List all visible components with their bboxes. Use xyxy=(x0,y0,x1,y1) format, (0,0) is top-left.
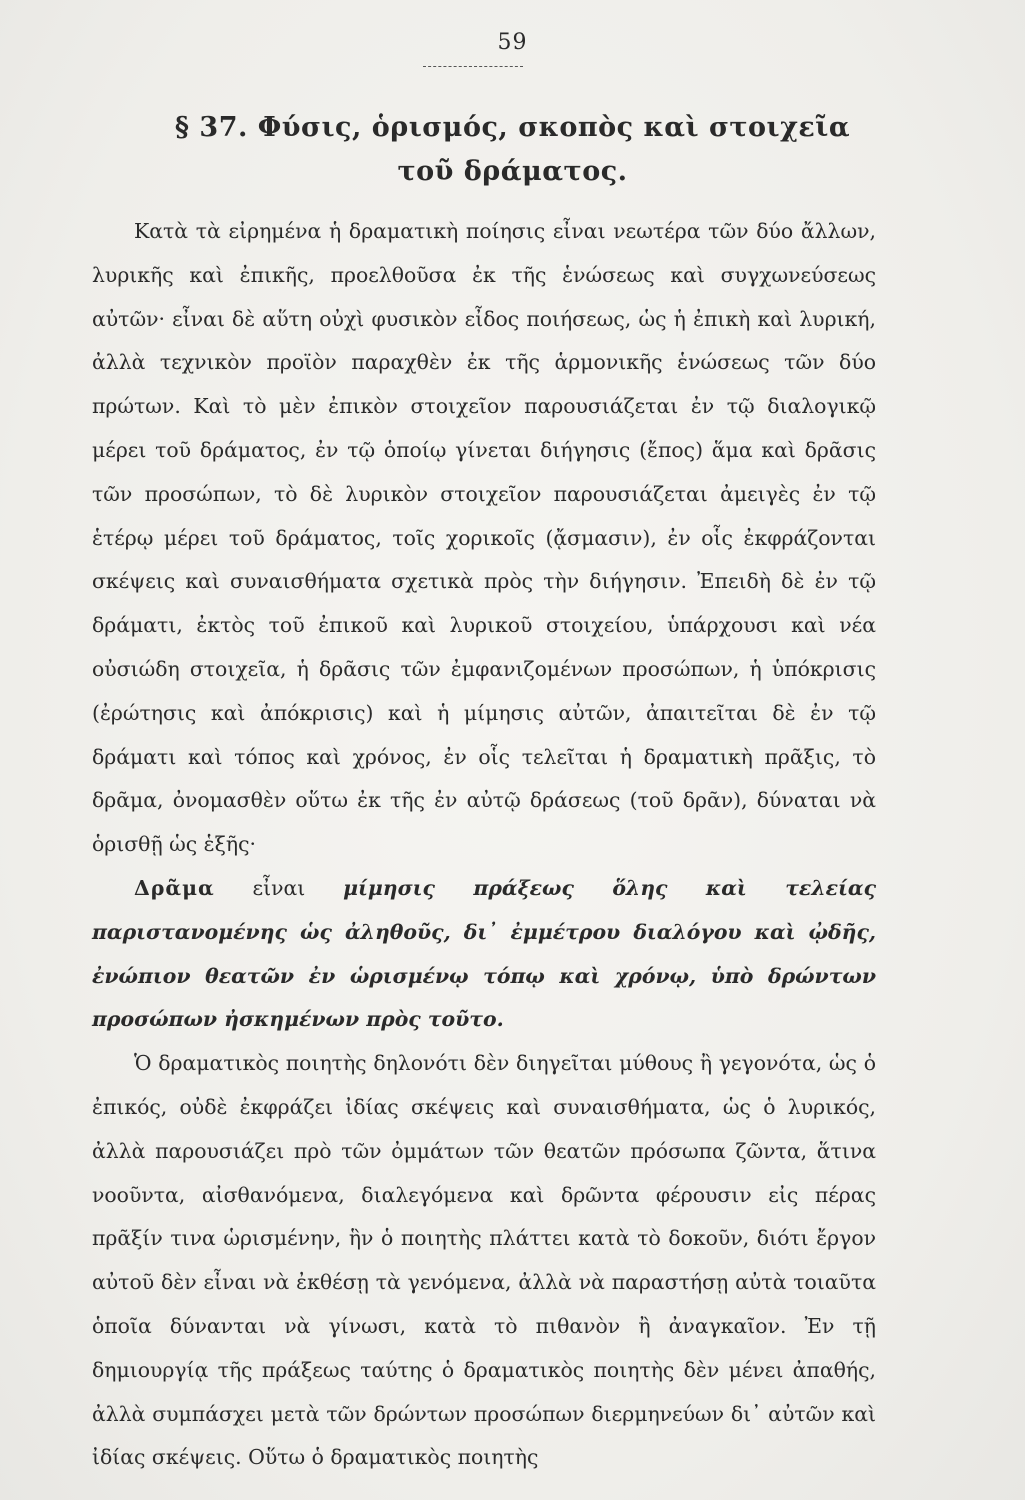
page-number-rule xyxy=(423,66,523,67)
section-heading-line-1: § 37. Φύσις, ὁρισμός, σκοπὸς καὶ στοιχεῖα xyxy=(174,112,851,143)
definition-verb: εἶναι xyxy=(214,875,344,900)
paragraph-definition xyxy=(92,867,876,1042)
paragraph-explanation: Ὁ δραματικὸς ποιητὴς δηλονότι δὲν διηγεῖται μύθους ἢ γεγονότα, ὡς ὁ ἐπικός, οὐδὲ ἐκφράζει ἰδίας σκέψεις καὶ συναισθήματα, ὡς ὁ λυρικός, ἀλλὰ παρουσιάζει πρὸ τῶν ὀμμάτων τῶν θεατῶν πρόσωπα ζῶντα, ἅτινα νοοῦντα, αἰσθανόμενα, διαλεγόμενα καὶ δρῶντα φέρουσιν εἰς πέρας πρᾶξίν τινα ὡρισμένην, ἣν ὁ ποιητὴς πλάττει κατὰ τὸ δοκοῦν, διότι ἔργον αὐτοῦ δὲν εἶναι νὰ ἐκθέσῃ τὰ γενόμενα, ἀλλὰ νὰ παραστήσῃ αὐτὰ τοιαῦτα ὁποῖα δύνανται νὰ γίνωσι, κατὰ τὸ πιθανὸν ἢ ἀναγκαῖον. Ἐν τῇ δημιουργίᾳ τῆς πράξεως ταύτης ὁ δραματικὸς ποιητὴς δὲν μένει ἀπαθής, ἀλλὰ συμπάσχει μετὰ τῶν δρώντων προσώπων διερμηνεύων δι᾽ αὐτῶν καὶ ἰδίας σκέψεις. Οὕτω ὁ δραματικὸς ποιητὴς xyxy=(92,1051,876,1470)
definition-term: Δρᾶμα xyxy=(134,875,215,900)
section-heading xyxy=(90,106,935,194)
body-text xyxy=(92,210,876,1480)
paragraph-intro: Κατὰ τὰ εἰρημένα ἡ δραματικὴ ποίησις εἶναι νεωτέρα τῶν δύο ἄλλων, λυρικῆς καὶ ἐπικῆς, προελθοῦσα ἐκ τῆς ἑνώσεως καὶ συγχωνεύσεως αὐτῶν· εἶναι δὲ αὕτη οὐχὶ φυσικὸν εἶδος ποιήσεως, ὡς ἡ ἐπικὴ καὶ λυρική, ἀλλὰ τεχνικὸν προϊὸν παραχθὲν ἐκ τῆς ἁρμονικῆς ἑνώσεως τῶν δύο πρώτων. Καὶ τὸ μὲν ἐπικὸν στοιχεῖον παρουσιάζεται ἐν τῷ διαλογικῷ μέρει τοῦ δράματος, ἐν τῷ ὁποίῳ γίνεται διήγησις (ἔπος) ἅμα καὶ δρᾶσις τῶν προσώπων, τὸ δὲ λυρικὸν στοιχεῖον παρουσιάζεται ἀμειγὲς ἐν τῷ ἑτέρῳ μέρει τοῦ δράματος, τοῖς χορικοῖς (ᾄσμασιν), ἐν οἷς ἐκφράζονται σκέψεις καὶ συναισθήματα σχετικὰ πρὸς τὴν διήγησιν. Ἐπειδὴ δὲ ἐν τῷ δράματι, ἐκτὸς τοῦ ἐπικοῦ καὶ λυρικοῦ στοιχείου, ὑπάρχουσι καὶ νέα οὐσιώδη στοιχεῖα, ἡ δρᾶσις τῶν ἐμφανιζομένων προσώπων, ἡ ὑπόκρισις (ἐρώτησις καὶ ἀπόκρισις) καὶ ἡ μίμησις αὐτῶν, ἀπαιτεῖται δὲ ἐν τῷ δράματι καὶ τόπος καὶ χρόνος, ἐν οἷς τελεῖται ἡ δραματικὴ πρᾶξις, τὸ δρᾶμα, ὀνομασθὲν οὕτω ἐκ τῆς ἐν αὐτῷ δράσεως (τοῦ δρᾶν), δύναται νὰ ὁρισθῇ ὡς ἑξῆς· xyxy=(92,219,876,857)
definition-text: μίμησις πράξεως ὅλης καὶ τελείας παριστανομένης ὡς ἀληθοῦς, δι᾽ ἐμμέτρου διαλόγου καὶ ᾠδῆς, ἐνώπιον θεατῶν ἐν ὡρισμένῳ τόπῳ καὶ χρόνῳ, ὑπὸ δρώντων προσώπων ἠσκημένων πρὸς τοῦτο. xyxy=(92,875,876,1032)
page-number: 59 xyxy=(497,30,528,55)
section-heading-line-2: τοῦ δράματος. xyxy=(397,156,628,187)
